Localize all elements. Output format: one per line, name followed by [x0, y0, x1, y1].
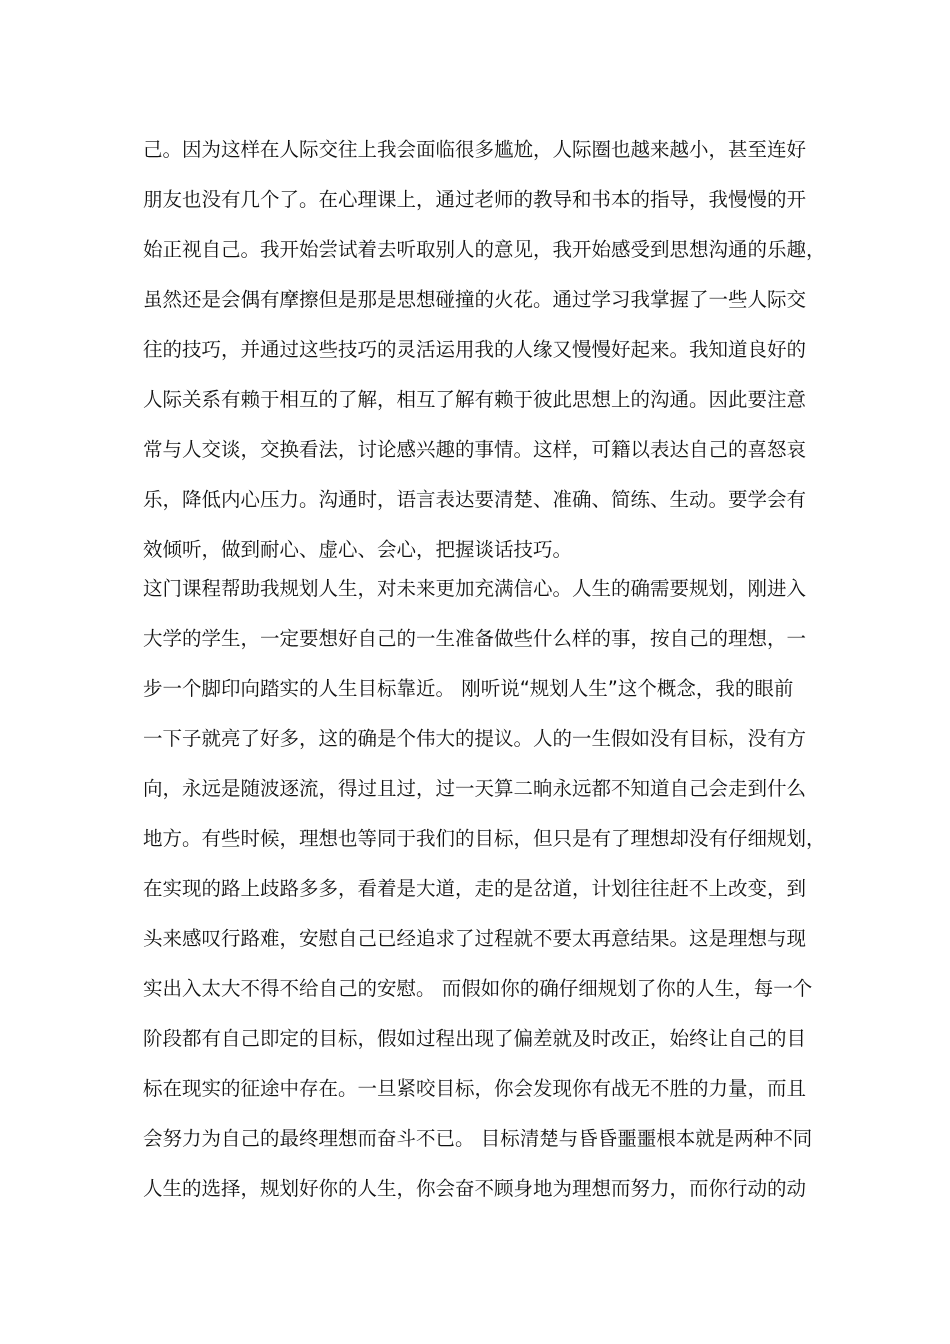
- text-line: 人生的选择，规划好你的人生，你会奋不顾身地为理想而努力，而你行动的动: [143, 1177, 807, 1200]
- text-line: 会努力为自己的最终理想而奋斗不已。 目标清楚与昏昏噩噩根本就是两种不同: [143, 1127, 813, 1150]
- text-line: 朋友也没有几个了。在心理课上，通过老师的教导和书本的指导，我慢慢的开: [143, 188, 807, 211]
- text-line: 一下子就亮了好多，这的确是个伟大的提议。人的一生假如没有目标，没有方: [143, 727, 807, 750]
- text-line: 大学的学生，一定要想好自己的一生准备做些什么样的事，按自己的理想，一: [143, 627, 807, 650]
- text-line: 阶段都有自己即定的目标，假如过程出现了偏差就及时改正，始终让自己的目: [143, 1027, 807, 1050]
- text-line: 虽然还是会偶有摩擦但是那是思想碰撞的火花。通过学习我掌握了一些人际交: [143, 288, 807, 311]
- text-line: 步一个脚印向踏实的人生目标靠近。 刚听说“规划人生”这个概念，我的眼前: [143, 677, 794, 700]
- text-line: 头来感叹行路难，安慰自己已经追求了过程就不要太再意结果。这是理想与现: [143, 927, 807, 950]
- text-line: 始正视自己。我开始尝试着去听取别人的意见，我开始感受到思想沟通的乐趣，: [143, 238, 826, 261]
- text-line: 实出入太大不得不给自己的安慰。 而假如你的确仔细规划了你的人生，每一个: [143, 977, 813, 1000]
- text-line: 向，永远是随波逐流，得过且过，过一天算二晌永远都不知道自己会走到什么: [143, 777, 807, 800]
- text-line: 人际关系有赖于相互的了解，相互了解有赖于彼此思想上的沟通。因此要注意: [143, 388, 807, 411]
- text-line: 往的技巧，并通过这些技巧的灵活运用我的人缘又慢慢好起来。我知道良好的: [143, 338, 807, 361]
- text-line: 标在现实的征途中存在。一旦紧咬目标，你会发现你有战无不胜的力量，而且: [143, 1077, 807, 1100]
- text-line: 常与人交谈，交换看法，讨论感兴趣的事情。这样，可籍以表达自己的喜怒哀: [143, 438, 807, 461]
- body-text: [143, 132, 826, 1221]
- text-line: 在实现的路上歧路多多，看着是大道，走的是岔道，计划往往赶不上改变，到: [143, 877, 807, 900]
- text-line: 地方。有些时候，理想也等同于我们的目标，但只是有了理想却没有仔细规划，: [143, 827, 826, 850]
- text-line: 这门课程帮助我规划人生，对未来更加充满信心。人生的确需要规划，刚进入: [143, 577, 807, 600]
- text-line: 效倾听，做到耐心、虚心、会心，把握谈话技巧。: [143, 538, 573, 561]
- text-line: 乐，降低内心压力。沟通时，语言表达要清楚、准确、简练、生动。要学会有: [143, 488, 807, 511]
- text-line: 己。因为这样在人际交往上我会面临很多尴尬，人际圈也越来越小，甚至连好: [143, 138, 807, 161]
